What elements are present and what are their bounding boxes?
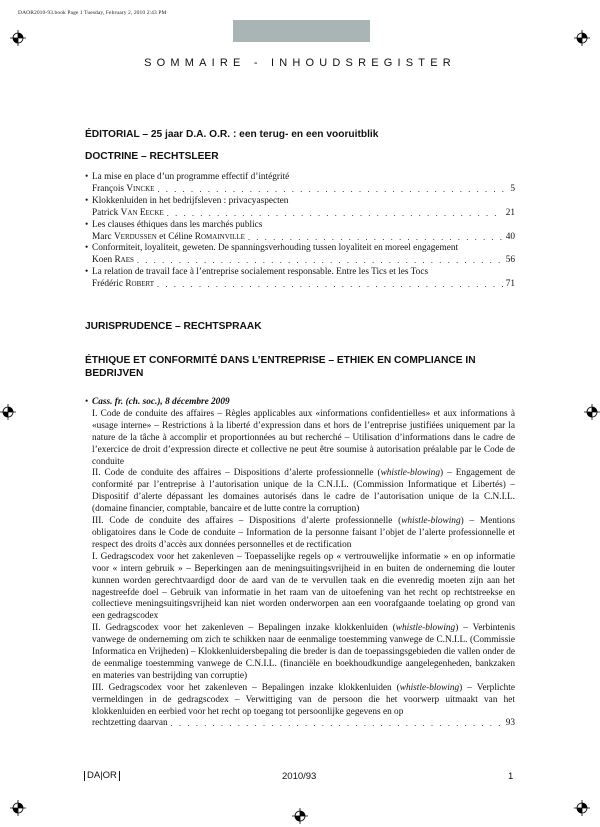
registration-mark-icon bbox=[574, 30, 590, 46]
case-citation: Cass. fr. (ch. soc.), 8 décembre 2009 bbox=[92, 397, 230, 407]
case-paragraph: III. Gedragscodex voor het zakenleven – Bepalingen inzake klokkenluiden (whistle-blowing) – Verplichte vermeldingen in de gedragscodex – Verwittiging van de persoon die het voorwerp uitmaakt van het klokkenluiden en eerbied voor het recht op toegang tot persoonlijke gegevens en op bbox=[92, 682, 515, 717]
leader-dots bbox=[137, 255, 503, 267]
entry-title: Klokkenluiden in het bedrijfsleven : privacyaspecten bbox=[92, 195, 289, 206]
list-item[interactable] bbox=[85, 267, 515, 291]
page-title: SOMMAIRE - INHOUDSREGISTER bbox=[144, 57, 456, 69]
entry-page: 5 bbox=[510, 183, 515, 194]
entry-title: Conformiteit, loyaliteit, geweten. De spanningsverhouding tussen loyaliteit en moreel engagement bbox=[92, 243, 459, 254]
bullet-icon: • bbox=[85, 219, 89, 230]
registration-mark-icon bbox=[292, 808, 308, 824]
entry-title: La mise en place d’un programme effectif d’intégrité bbox=[92, 172, 290, 182]
entry-page: 71 bbox=[505, 279, 515, 290]
case-paragraph-end: rechtzetting daarvan bbox=[92, 718, 168, 729]
list-item[interactable] bbox=[85, 196, 515, 220]
jurisprudence-heading: JURISPRUDENCE – RECHTSPRAAK bbox=[85, 321, 262, 332]
entry-title: Les clauses éthiques dans les marchés publics bbox=[92, 219, 263, 230]
case-entry[interactable] bbox=[85, 397, 515, 730]
leader-dots bbox=[248, 232, 503, 244]
leader-dots bbox=[157, 279, 503, 291]
registration-mark-icon bbox=[10, 800, 26, 816]
entry-author: François Vincke bbox=[92, 183, 155, 194]
bullet-icon: • bbox=[85, 397, 89, 407]
doctrine-heading: DOCTRINE – RECHTSLEER bbox=[85, 151, 219, 162]
entry-author: Marc Verdussen et Céline Romainville bbox=[92, 231, 245, 242]
ethique-heading: ÉTHIQUE ET CONFORMITÉ DANS L’ENTREPRISE – ETHIEK EN COMPLIANCE IN BEDRIJVEN bbox=[85, 355, 476, 379]
editorial-heading: ÉDITORIAL – 25 jaar D.A. O.R. : een terug- en een vooruitblik bbox=[85, 129, 379, 140]
case-paragraph: II. Gedragscodex voor het zakenleven – Bepalingen inzake klokkenluiden (whistle-blowing) – Verbintenis vanwege de onderneming om zich te schikken naar de eenmalige toestemming vanwege de C.N.I.L. (Commissie Informatica en Vrijheden) – Klokkenluidersbepaling die breder is dan de toepassingsgebieden die vallen onder de de eenmalige toestemming vanwege de C.N.I.L. (financiële en boekhoudkundige aangelegenheden, bankzaken en materies van bestrijding van corruptie) bbox=[92, 623, 515, 681]
entry-page: 40 bbox=[505, 231, 515, 242]
list-item[interactable] bbox=[85, 220, 515, 244]
bullet-icon: • bbox=[85, 195, 89, 206]
entry-title: La relation de travail face à l’entreprise socialement responsable. Entre les Tics et les Tocs bbox=[92, 267, 429, 278]
entry-page: 56 bbox=[505, 255, 515, 266]
bullet-icon: • bbox=[85, 243, 89, 254]
bullet-icon: • bbox=[85, 172, 89, 182]
bullet-icon: • bbox=[85, 267, 89, 278]
registration-mark-icon bbox=[0, 404, 16, 420]
page-number: 1 bbox=[508, 771, 514, 782]
entry-page: 21 bbox=[505, 207, 515, 218]
entry-author: Patrick Van Eecke bbox=[92, 207, 164, 218]
case-page: 93 bbox=[505, 718, 515, 729]
issue-number: 2010/93 bbox=[282, 771, 317, 782]
entry-author: Koen Raes bbox=[92, 255, 134, 266]
header-tab bbox=[233, 20, 370, 42]
entry-author: Frédéric Robert bbox=[92, 279, 155, 290]
case-paragraph: III. Code de conduite des affaires – Dispositions d’alerte professionnelle (whistle-blowing) – Mentions obligatoires dans le Code de conduite – Information de la personne faisant l’objet de l’alerte professionnelle et respect des droits d’accès aux données personnelles et de rectification bbox=[92, 516, 516, 550]
journal-logo: DA|OR bbox=[84, 771, 120, 781]
case-paragraph: I. Code de conduite des affaires – Règles applicables aux «informations confidentielles» et aux informations à «usage interne» – Restrictions à la liberté d’expression dans et hors de l’entreprise justifiées uniquement par la nature de la tâche à accomplir et proportionnées au but recherché – Utilisation d’informations dans le cadre de l’exercice de droit d’expression directe et collective ne peut être soumise à autorisation préalable par le Code de conduite bbox=[92, 408, 515, 467]
registration-mark-icon bbox=[584, 404, 600, 420]
case-paragraph: I. Gedragscodex voor het zakenleven – Toepasselijke regels op « vertrouwelijke informatie » en op informatie voor « intern gebruik » – Beperkingen aan de meningsuitingsvrijheid in en buiten de onderneming die louter kunnen worden gerechtvaardigd door de aard van de te vervullen taak en die evenredig moeten zijn aan het nagestreefde doel – Gebruik van informatie in het raam van de uitoefening van het recht op rechtstreekse en collectieve meningsuitingsvrijheid kan niet worden onderworpen aan een voorafgaande toelating op grond van een gedragscodex bbox=[92, 551, 515, 622]
leader-dots bbox=[157, 184, 507, 196]
registration-mark-icon bbox=[10, 30, 26, 46]
list-item[interactable] bbox=[85, 172, 515, 196]
print-slug: DAOR2010-93.book Page 1 Tuesday, February 2, 2010 2:43 PM bbox=[18, 10, 167, 16]
leader-dots bbox=[167, 208, 503, 220]
leader-dots bbox=[171, 718, 503, 730]
registration-mark-icon bbox=[574, 800, 590, 816]
list-item[interactable] bbox=[85, 243, 515, 267]
doctrine-list bbox=[85, 172, 515, 291]
case-paragraph: II. Code de conduite des affaires – Dispositions d’alerte professionnelle (whistle-blowing) – Engagement de conformité par l’entreprise à l’autorisation unique de la C.N.I.L. (Commission Informatique et Libertés) – Dispositif d’alerte dépassant les domaines autorisés dans le cadre de l’autorisation unique de la C.N.I.L. (domaine financier, comptable, bancaire et de lutte contre la corruption) bbox=[92, 468, 515, 515]
